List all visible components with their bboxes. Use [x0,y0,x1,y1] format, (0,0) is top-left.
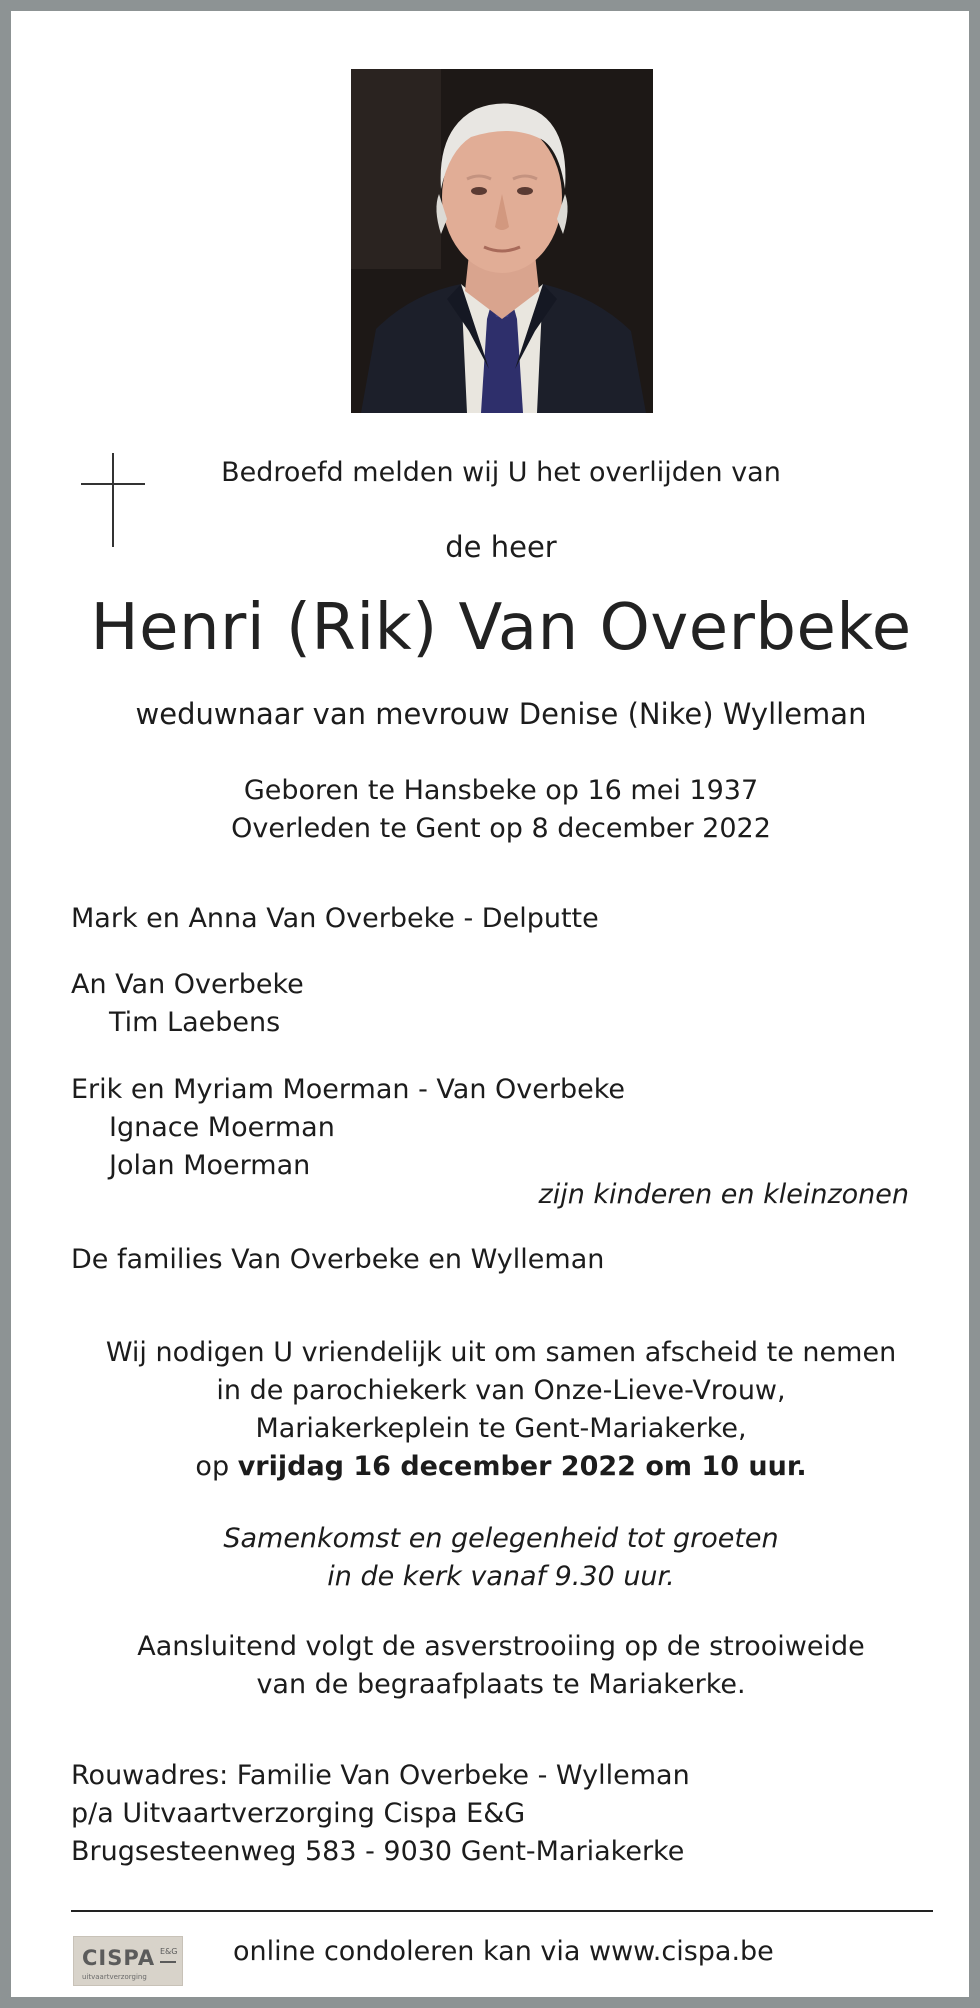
online-condolence-link[interactable]: online condoleren kan via www.cispa.be [233,1936,774,1967]
invitation-line-2: in de parochiekerk van Onze-Lieve-Vrouw, [216,1375,786,1406]
footer-divider [71,1910,933,1912]
widower-line: weduwnaar van mevrouw Denise (Nike) Wylleman [135,697,867,731]
cispa-logo [73,1936,183,1986]
invitation-line-1: Wij nodigen U vriendelijk uit om samen afscheid te nemen [105,1337,897,1368]
invitation-date-prefix: op [195,1451,230,1482]
address-line-2: p/a Uitvaartverzorging Cispa E&G [71,1798,526,1829]
death-line: Overleden te Gent op 8 december 2022 [231,813,771,844]
family-line-2: An Van Overbeke [71,969,304,1000]
logo-subtitle: uitvaartverzorging [82,1973,147,1981]
families-line: De families Van Overbeke en Wylleman [71,1244,605,1275]
intro-text: Bedroefd melden wij U het overlijden van [221,457,781,488]
family-line-3-child-1: Ignace Moerman [109,1112,335,1143]
gathering-line-1: Samenkomst en gelegenheid tot groeten [223,1523,779,1554]
deceased-name: Henri (Rik) Van Overbeke [90,591,912,665]
family-line-3-child-2: Jolan Moerman [109,1150,311,1181]
family-line-3: Erik en Myriam Moerman - Van Overbeke [71,1074,626,1105]
birth-line: Geboren te Hansbeke op 16 mei 1937 [243,775,759,806]
gathering-line-2: in de kerk vanaf 9.30 uur. [327,1561,675,1592]
invitation-line-4 [11,1451,980,1482]
scatter-line-1: Aansluitend volgt de asverstrooiing op de strooiweide [137,1631,865,1662]
portrait-illustration [351,69,653,413]
title-prefix: de heer [445,530,557,564]
address-line-3: Brugsesteenweg 583 - 9030 Gent-Mariakerke [71,1836,685,1867]
family-line-1: Mark en Anna Van Overbeke - Delputte [71,903,599,934]
logo-underline [160,1961,176,1963]
logo-text: CISPA [82,1946,156,1970]
logo-superscript: E&G [160,1947,178,1956]
invitation-date: vrijdag 16 december 2022 om 10 uur. [237,1451,807,1482]
address-line-1: Rouwadres: Familie Van Overbeke - Wylleman [71,1760,690,1791]
family-signature: zijn kinderen en kleinzonen [538,1179,909,1210]
scatter-line-2: van de begraafplaats te Mariakerke. [256,1669,746,1700]
family-line-2-child: Tim Laebens [109,1007,281,1038]
invitation-line-3: Mariakerkeplein te Gent-Mariakerke, [255,1413,747,1444]
portrait-photo [351,69,653,413]
